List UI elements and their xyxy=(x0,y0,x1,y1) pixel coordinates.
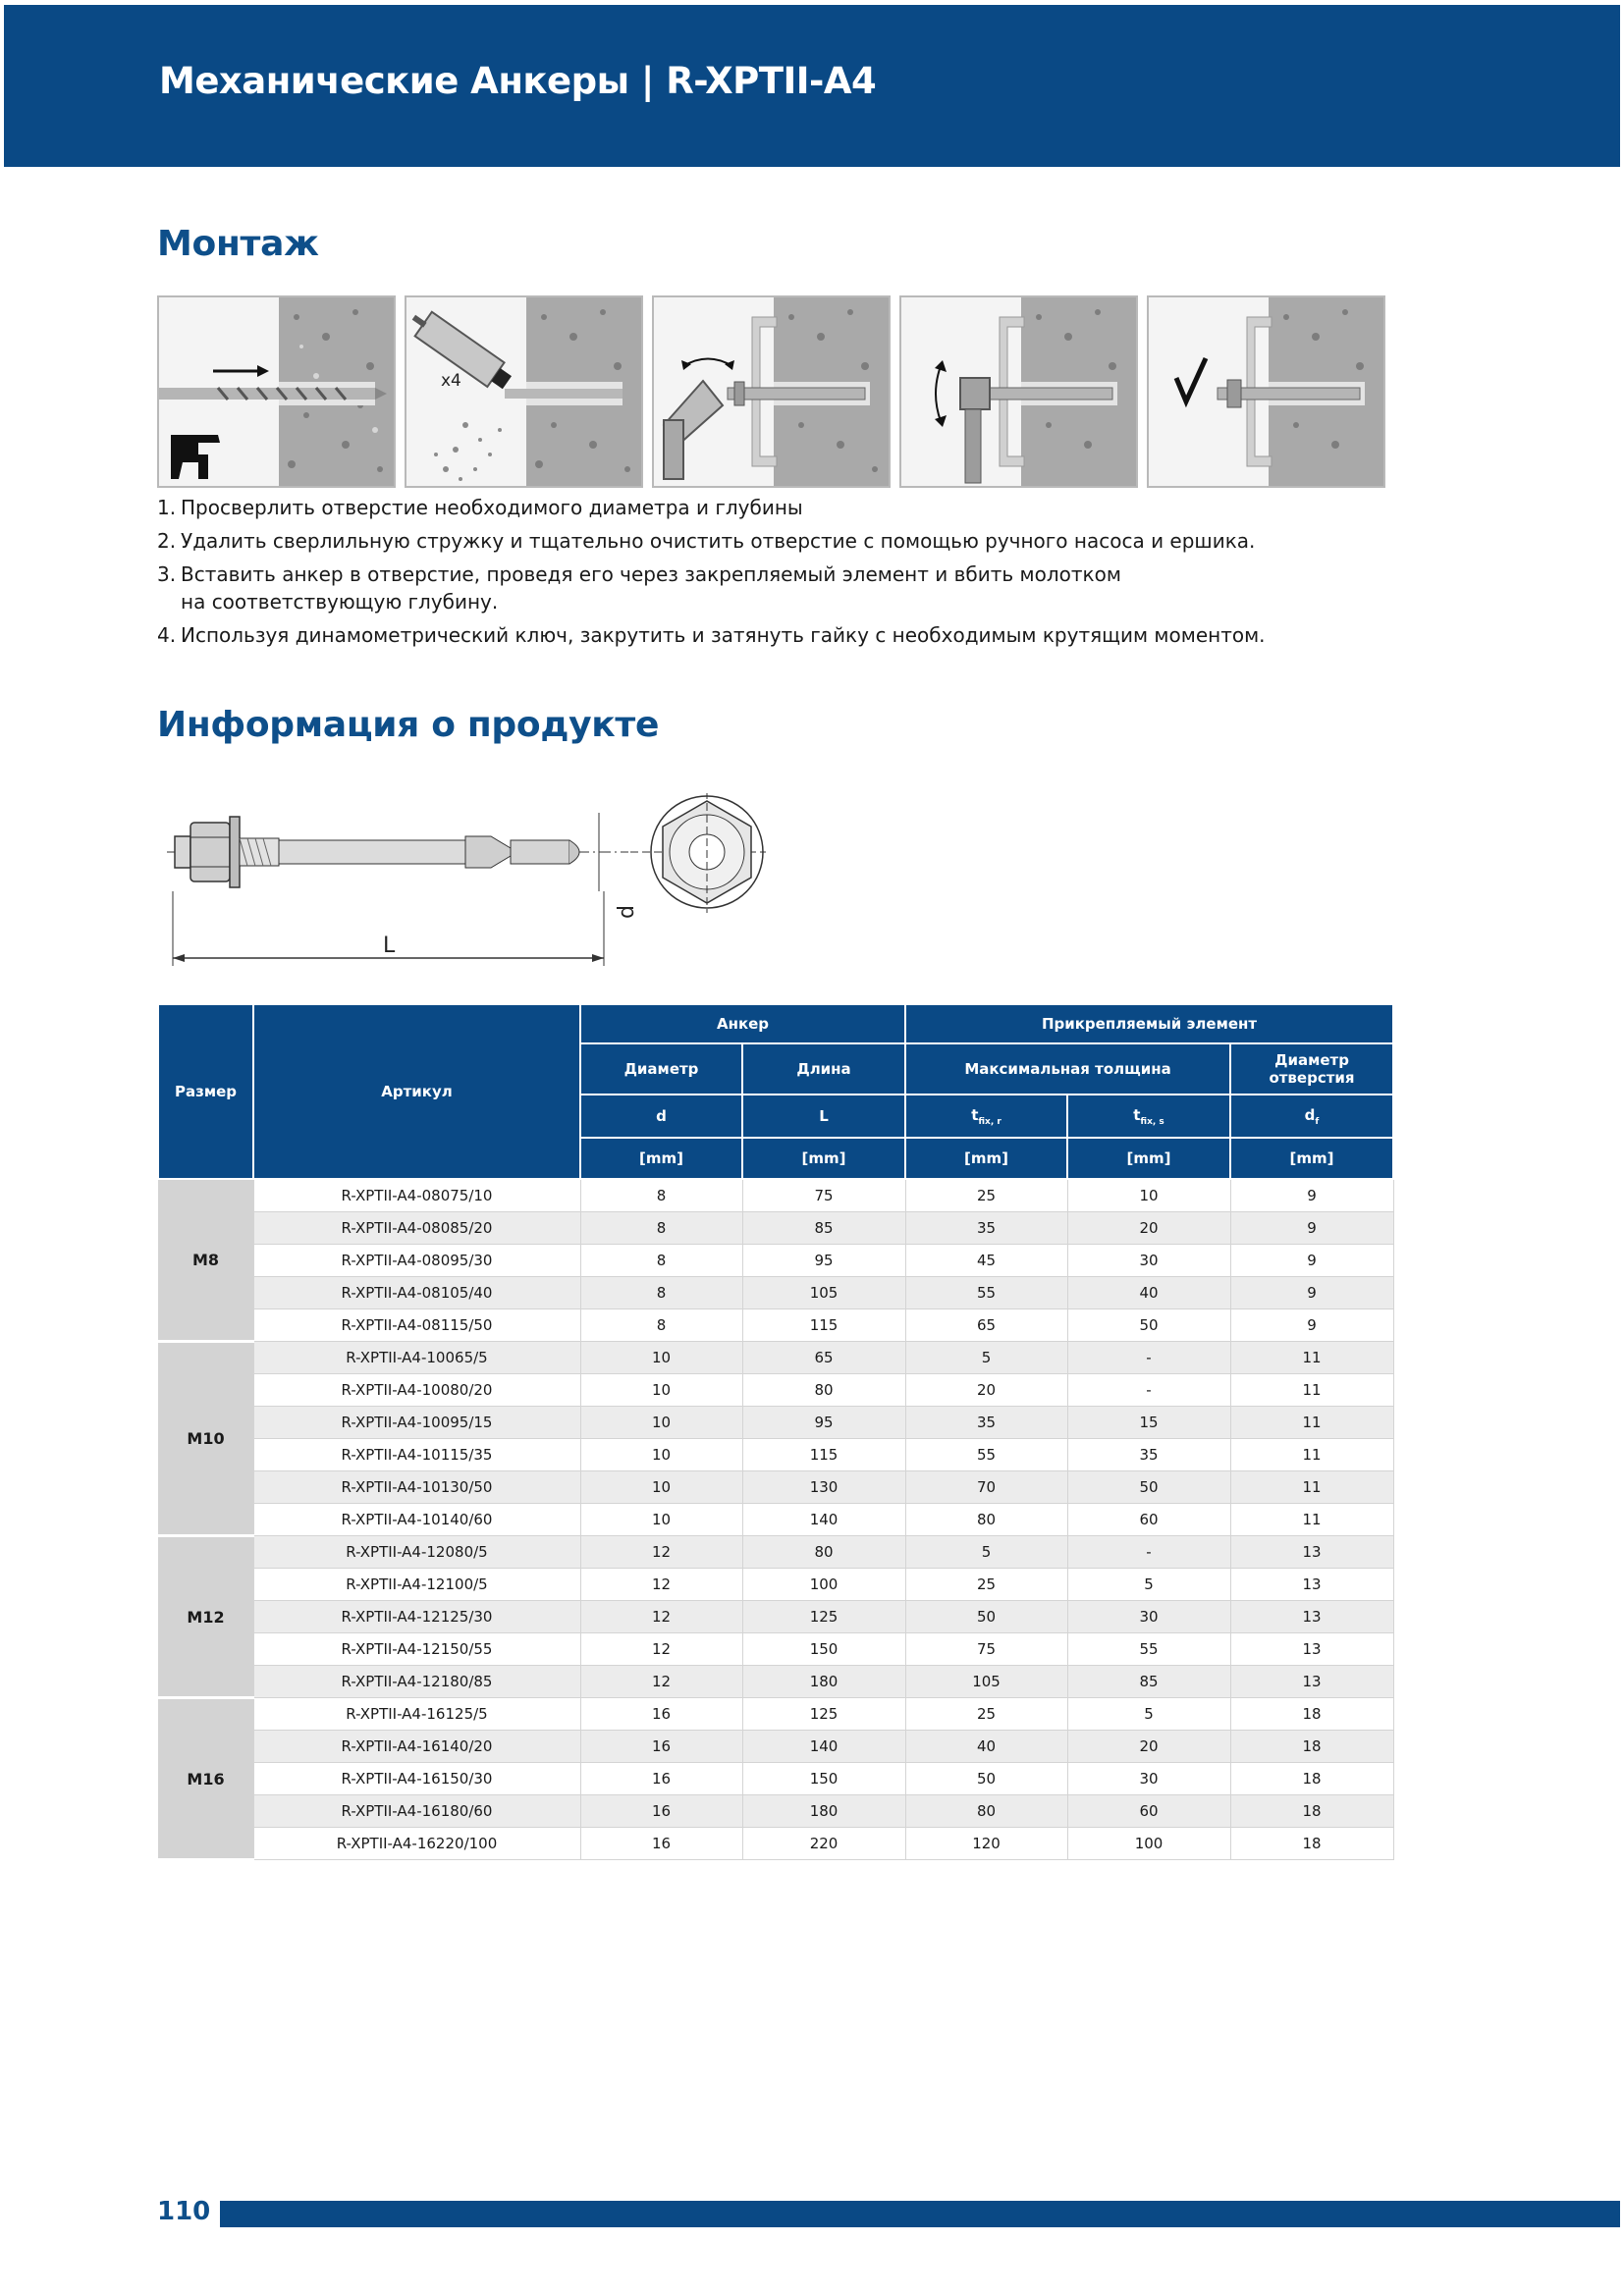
value-cell: 13 xyxy=(1230,1601,1393,1633)
value-cell: 10 xyxy=(1067,1179,1230,1212)
value-cell: 12 xyxy=(580,1666,742,1698)
done-check-step-icon xyxy=(1147,295,1385,488)
article-cell: R-XPTII-A4-10115/35 xyxy=(253,1439,580,1471)
symbol-L: L xyxy=(742,1095,905,1138)
value-cell: 13 xyxy=(1230,1569,1393,1601)
table-row xyxy=(158,1245,1393,1277)
table-row xyxy=(158,1536,1393,1569)
table-row xyxy=(158,1407,1393,1439)
table-row xyxy=(158,1277,1393,1309)
instruction-step: 4. Используя динамометрический ключ, закрутить и затянуть гайку с необходимым крутящим моментом. xyxy=(157,623,1266,647)
value-cell: 20 xyxy=(1067,1212,1230,1245)
value-cell: - xyxy=(1067,1374,1230,1407)
table-row xyxy=(158,1666,1393,1698)
value-cell: 12 xyxy=(580,1633,742,1666)
value-cell: 105 xyxy=(742,1277,905,1309)
article-cell: R-XPTII-A4-16140/20 xyxy=(253,1731,580,1763)
article-cell: R-XPTII-A4-10065/5 xyxy=(253,1342,580,1374)
instruction-step: 3. Вставить анкер в отверстие, проведя его через закрепляемый элемент и вбить молотком на соответствующую глубину. xyxy=(157,562,1121,614)
article-cell: R-XPTII-A4-10080/20 xyxy=(253,1374,580,1407)
size-cell: M10 xyxy=(158,1342,253,1536)
montage-title: Монтаж xyxy=(157,224,319,264)
value-cell: 55 xyxy=(1067,1633,1230,1666)
article-cell: R-XPTII-A4-10130/50 xyxy=(253,1471,580,1504)
value-cell: 20 xyxy=(905,1374,1067,1407)
value-cell: 50 xyxy=(905,1763,1067,1795)
table-row xyxy=(158,1601,1393,1633)
value-cell: 180 xyxy=(742,1795,905,1828)
value-cell: 15 xyxy=(1067,1407,1230,1439)
anchor-drawing xyxy=(167,793,776,984)
value-cell: 30 xyxy=(1067,1601,1230,1633)
value-cell: 60 xyxy=(1067,1504,1230,1536)
unit-mm: [mm] xyxy=(905,1138,1067,1179)
drill-step-icon xyxy=(157,295,396,488)
length-label: L xyxy=(383,934,396,958)
article-cell: R-XPTII-A4-12180/85 xyxy=(253,1666,580,1698)
unit-mm: [mm] xyxy=(1067,1138,1230,1179)
value-cell: 16 xyxy=(580,1763,742,1795)
value-cell: 120 xyxy=(905,1828,1067,1860)
value-cell: 10 xyxy=(580,1374,742,1407)
value-cell: 35 xyxy=(905,1407,1067,1439)
value-cell: 9 xyxy=(1230,1245,1393,1277)
article-cell: R-XPTII-A4-10095/15 xyxy=(253,1407,580,1439)
value-cell: 80 xyxy=(905,1795,1067,1828)
article-cell: R-XPTII-A4-12100/5 xyxy=(253,1569,580,1601)
header-fixture: Прикрепляемый элемент xyxy=(905,1004,1393,1043)
unit-mm: [mm] xyxy=(1230,1138,1393,1179)
step-repeat-label: x4 xyxy=(441,371,461,391)
table-row xyxy=(158,1795,1393,1828)
value-cell: 10 xyxy=(580,1439,742,1471)
torque-step-icon xyxy=(899,295,1138,488)
value-cell: 35 xyxy=(1067,1439,1230,1471)
page-title: Механические Анкеры | R-XPTII-A4 xyxy=(159,60,877,102)
article-cell: R-XPTII-A4-08085/20 xyxy=(253,1212,580,1245)
article-cell: R-XPTII-A4-10140/60 xyxy=(253,1504,580,1536)
table-row xyxy=(158,1471,1393,1504)
value-cell: 10 xyxy=(580,1407,742,1439)
value-cell: 220 xyxy=(742,1828,905,1860)
instruction-step: 1. Просверлить отверстие необходимого диаметра и глубины xyxy=(157,496,803,519)
value-cell: 65 xyxy=(742,1342,905,1374)
value-cell: 105 xyxy=(905,1666,1067,1698)
blow-out-step-icon xyxy=(405,295,643,488)
value-cell: 5 xyxy=(1067,1569,1230,1601)
value-cell: 9 xyxy=(1230,1277,1393,1309)
value-cell: 5 xyxy=(905,1536,1067,1569)
hammer-in-step-icon xyxy=(652,295,891,488)
value-cell: 18 xyxy=(1230,1795,1393,1828)
header-hole-diameter: Диаметр отверстия xyxy=(1230,1043,1393,1095)
article-cell: R-XPTII-A4-12150/55 xyxy=(253,1633,580,1666)
value-cell: 11 xyxy=(1230,1342,1393,1374)
value-cell: 115 xyxy=(742,1309,905,1342)
header-diameter: Диаметр xyxy=(580,1043,742,1095)
value-cell: 11 xyxy=(1230,1374,1393,1407)
value-cell: 75 xyxy=(742,1179,905,1212)
unit-mm: [mm] xyxy=(580,1138,742,1179)
value-cell: 130 xyxy=(742,1471,905,1504)
unit-mm: [mm] xyxy=(742,1138,905,1179)
article-cell: R-XPTII-A4-16150/30 xyxy=(253,1763,580,1795)
table-row xyxy=(158,1309,1393,1342)
header-max-thickness: Максимальная толщина xyxy=(905,1043,1230,1095)
product-info-title: Информация о продукте xyxy=(157,705,660,745)
value-cell: 20 xyxy=(1067,1731,1230,1763)
value-cell: 25 xyxy=(905,1179,1067,1212)
value-cell: 13 xyxy=(1230,1536,1393,1569)
value-cell: 180 xyxy=(742,1666,905,1698)
value-cell: 80 xyxy=(742,1536,905,1569)
value-cell: 11 xyxy=(1230,1407,1393,1439)
header-length: Длина xyxy=(742,1043,905,1095)
value-cell: 8 xyxy=(580,1179,742,1212)
value-cell: 5 xyxy=(905,1342,1067,1374)
value-cell: 11 xyxy=(1230,1471,1393,1504)
value-cell: 140 xyxy=(742,1731,905,1763)
value-cell: 16 xyxy=(580,1795,742,1828)
value-cell: 8 xyxy=(580,1309,742,1342)
value-cell: 50 xyxy=(905,1601,1067,1633)
page-number: 110 xyxy=(157,2197,211,2226)
value-cell: 150 xyxy=(742,1763,905,1795)
symbol-d: d xyxy=(580,1095,742,1138)
footer-bar xyxy=(220,2201,1620,2227)
value-cell: 50 xyxy=(1067,1309,1230,1342)
value-cell: 45 xyxy=(905,1245,1067,1277)
table-row xyxy=(158,1342,1393,1374)
instruction-step: 2. Удалить сверлильную стружку и тщательно очистить отверстие с помощью ручного насоса и ершика. xyxy=(157,529,1256,553)
article-cell: R-XPTII-A4-16220/100 xyxy=(253,1828,580,1860)
value-cell: 125 xyxy=(742,1601,905,1633)
value-cell: 85 xyxy=(742,1212,905,1245)
header-article: Артикул xyxy=(253,1004,580,1179)
value-cell: 40 xyxy=(905,1731,1067,1763)
value-cell: 150 xyxy=(742,1633,905,1666)
value-cell: 18 xyxy=(1230,1828,1393,1860)
table-row xyxy=(158,1763,1393,1795)
value-cell: 9 xyxy=(1230,1212,1393,1245)
value-cell: 65 xyxy=(905,1309,1067,1342)
value-cell: 11 xyxy=(1230,1504,1393,1536)
value-cell: 80 xyxy=(742,1374,905,1407)
value-cell: 140 xyxy=(742,1504,905,1536)
value-cell: 9 xyxy=(1230,1309,1393,1342)
symbol-df: $d_f$ xyxy=(1230,1095,1393,1138)
value-cell: 11 xyxy=(1230,1439,1393,1471)
table-row xyxy=(158,1374,1393,1407)
value-cell: 12 xyxy=(580,1536,742,1569)
value-cell: 8 xyxy=(580,1212,742,1245)
value-cell: 5 xyxy=(1067,1698,1230,1731)
symbol-tfix-s: $t_{fix, s}$ xyxy=(1067,1095,1230,1138)
article-cell: R-XPTII-A4-12125/30 xyxy=(253,1601,580,1633)
value-cell: 55 xyxy=(905,1277,1067,1309)
header-size: Размер xyxy=(158,1004,253,1179)
article-cell: R-XPTII-A4-16180/60 xyxy=(253,1795,580,1828)
value-cell: 18 xyxy=(1230,1731,1393,1763)
value-cell: - xyxy=(1067,1536,1230,1569)
value-cell: 18 xyxy=(1230,1763,1393,1795)
value-cell: 16 xyxy=(580,1828,742,1860)
value-cell: 10 xyxy=(580,1342,742,1374)
table-row xyxy=(158,1179,1393,1212)
value-cell: 25 xyxy=(905,1569,1067,1601)
value-cell: 115 xyxy=(742,1439,905,1471)
value-cell: 10 xyxy=(580,1471,742,1504)
table-row xyxy=(158,1569,1393,1601)
installation-instructions xyxy=(157,494,1434,655)
value-cell: 100 xyxy=(1067,1828,1230,1860)
size-cell: M16 xyxy=(158,1698,253,1860)
value-cell: 75 xyxy=(905,1633,1067,1666)
diameter-label: d xyxy=(615,905,639,919)
value-cell: 100 xyxy=(742,1569,905,1601)
value-cell: 55 xyxy=(905,1439,1067,1471)
article-cell: R-XPTII-A4-08075/10 xyxy=(253,1179,580,1212)
value-cell: 18 xyxy=(1230,1698,1393,1731)
table-row xyxy=(158,1212,1393,1245)
value-cell: 12 xyxy=(580,1601,742,1633)
value-cell: 8 xyxy=(580,1277,742,1309)
value-cell: 13 xyxy=(1230,1633,1393,1666)
value-cell: 125 xyxy=(742,1698,905,1731)
size-cell: M8 xyxy=(158,1179,253,1342)
value-cell: 30 xyxy=(1067,1763,1230,1795)
value-cell: - xyxy=(1067,1342,1230,1374)
value-cell: 95 xyxy=(742,1245,905,1277)
value-cell: 25 xyxy=(905,1698,1067,1731)
article-cell: R-XPTII-A4-08115/50 xyxy=(253,1309,580,1342)
table-row xyxy=(158,1731,1393,1763)
table-row xyxy=(158,1633,1393,1666)
size-cell: M12 xyxy=(158,1536,253,1698)
article-cell: R-XPTII-A4-08105/40 xyxy=(253,1277,580,1309)
value-cell: 8 xyxy=(580,1245,742,1277)
value-cell: 80 xyxy=(905,1504,1067,1536)
value-cell: 10 xyxy=(580,1504,742,1536)
value-cell: 9 xyxy=(1230,1179,1393,1212)
value-cell: 13 xyxy=(1230,1666,1393,1698)
value-cell: 16 xyxy=(580,1698,742,1731)
table-row xyxy=(158,1698,1393,1731)
value-cell: 70 xyxy=(905,1471,1067,1504)
table-row xyxy=(158,1439,1393,1471)
header-anchor: Анкер xyxy=(580,1004,905,1043)
value-cell: 30 xyxy=(1067,1245,1230,1277)
value-cell: 40 xyxy=(1067,1277,1230,1309)
article-cell: R-XPTII-A4-12080/5 xyxy=(253,1536,580,1569)
symbol-tfix-r: $t_{fix, r}$ xyxy=(905,1095,1067,1138)
article-cell: R-XPTII-A4-08095/30 xyxy=(253,1245,580,1277)
value-cell: 12 xyxy=(580,1569,742,1601)
value-cell: 35 xyxy=(905,1212,1067,1245)
table-row xyxy=(158,1504,1393,1536)
value-cell: 16 xyxy=(580,1731,742,1763)
table-row xyxy=(158,1828,1393,1860)
value-cell: 95 xyxy=(742,1407,905,1439)
product-spec-table xyxy=(157,1003,1394,1861)
page-header xyxy=(4,5,1620,167)
article-cell: R-XPTII-A4-16125/5 xyxy=(253,1698,580,1731)
value-cell: 60 xyxy=(1067,1795,1230,1828)
value-cell: 85 xyxy=(1067,1666,1230,1698)
value-cell: 50 xyxy=(1067,1471,1230,1504)
